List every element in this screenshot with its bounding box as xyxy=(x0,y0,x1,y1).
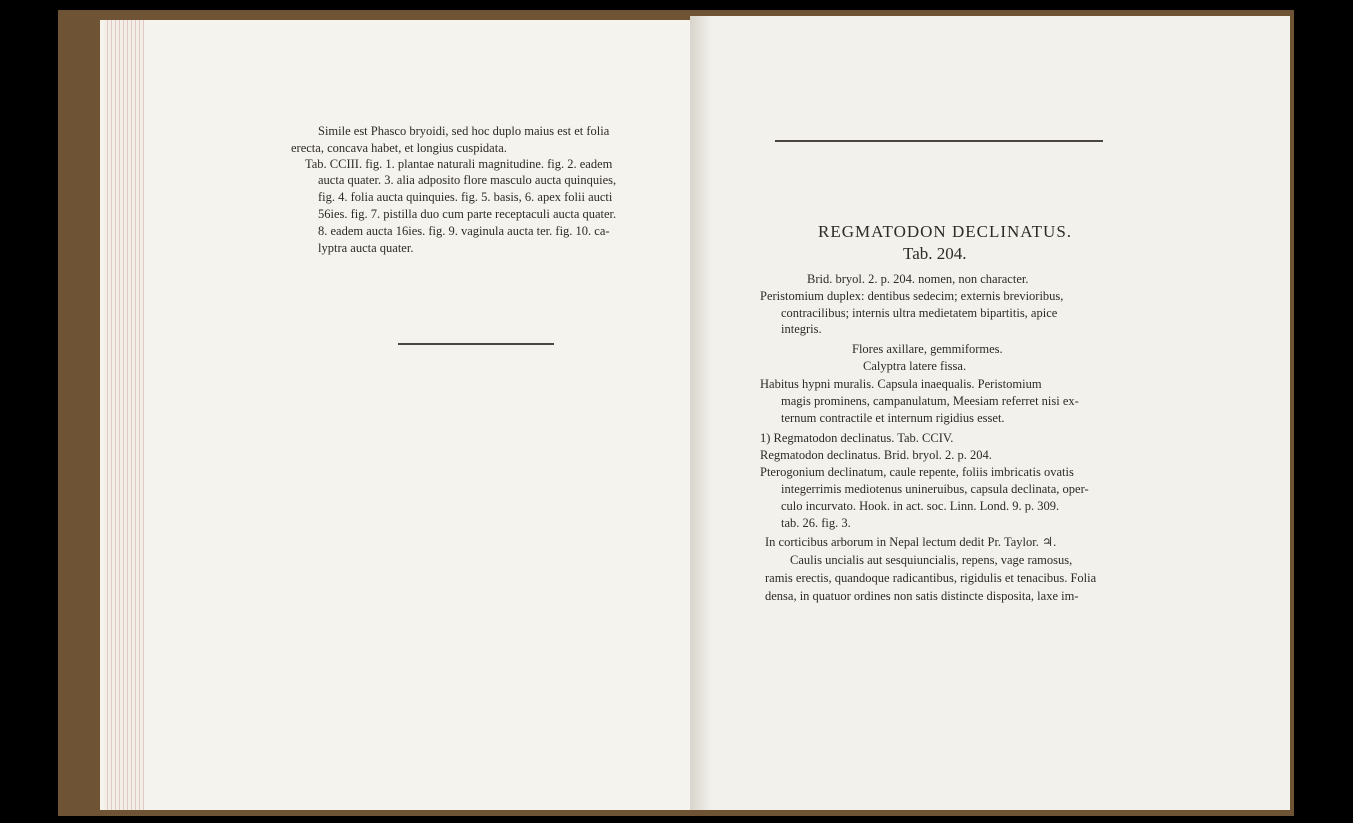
page-edges xyxy=(104,20,144,810)
right-line: ternum contractile et internum rigidius esset. xyxy=(781,411,1005,425)
species-title: REGMATODON DECLINATUS. xyxy=(818,222,1073,241)
right-line: Flores axillare, gemmiformes. xyxy=(852,342,1003,356)
left-line: Simile est Phasco bryoidi, sed hoc duplo maius est et folia xyxy=(318,124,610,138)
right-line: tab. 26. fig. 3. xyxy=(781,516,851,530)
left-line: lyptra aucta quater. xyxy=(318,241,414,255)
right-line: densa, in quatuor ordines non satis distincte disposita, laxe im- xyxy=(765,589,1079,603)
right-line: Peristomium duplex: dentibus sedecim; externis brevioribus, xyxy=(760,289,1064,303)
header-rule xyxy=(775,140,1103,142)
right-line: Regmatodon declinatus. Brid. bryol. 2. p. 204. xyxy=(760,448,992,462)
right-line: integris. xyxy=(781,322,822,336)
right-line: Habitus hypni muralis. Capsula inaequalis. Peristomium xyxy=(760,377,1042,391)
right-line: culo incurvato. Hook. in act. soc. Linn. Lond. 9. p. 309. xyxy=(781,499,1060,513)
right-line: Brid. bryol. 2. p. 204. nomen, non character. xyxy=(807,272,1029,286)
section-divider xyxy=(398,343,554,345)
right-line: contracilibus; internis ultra medietatem bipartitis, apice xyxy=(781,306,1058,320)
left-line: 8. eadem aucta 16ies. fig. 9. vaginula aucta ter. fig. 10. ca- xyxy=(318,224,610,238)
left-line: Tab. CCIII. fig. 1. plantae naturali magnitudine. fig. 2. eadem xyxy=(305,157,613,171)
left-line: aucta quater. 3. alia adposito flore masculo aucta quinquies, xyxy=(318,173,617,187)
right-line: magis prominens, campanulatum, Meesiam referret nisi ex- xyxy=(781,394,1079,408)
right-line: Pterogonium declinatum, caule repente, foliis imbricatis ovatis xyxy=(760,465,1074,479)
right-line: ramis erectis, quandoque radicantibus, rigidulis et tenacibus. Folia xyxy=(765,571,1097,585)
left-line: fig. 4. folia aucta quinquies. fig. 5. basis, 6. apex folii aucti xyxy=(318,190,613,204)
book-gutter xyxy=(690,16,712,810)
plate-number: Tab. 204. xyxy=(903,244,967,263)
right-line: In corticibus arborum in Nepal lectum dedit Pr. Taylor. ♃. xyxy=(765,535,1057,549)
right-line: 1) Regmatodon declinatus. Tab. CCIV. xyxy=(760,431,954,445)
right-line: Caulis uncialis aut sesquiuncialis, repens, vage ramosus, xyxy=(790,553,1073,567)
left-line: erecta, concava habet, et longius cuspidata. xyxy=(291,141,507,155)
right-line: Calyptra latere fissa. xyxy=(863,359,967,373)
right-line: integerrimis mediotenus unineruibus, capsula declinata, oper- xyxy=(781,482,1089,496)
left-line: 56ies. fig. 7. pistilla duo cum parte receptaculi aucta quater. xyxy=(318,207,617,221)
